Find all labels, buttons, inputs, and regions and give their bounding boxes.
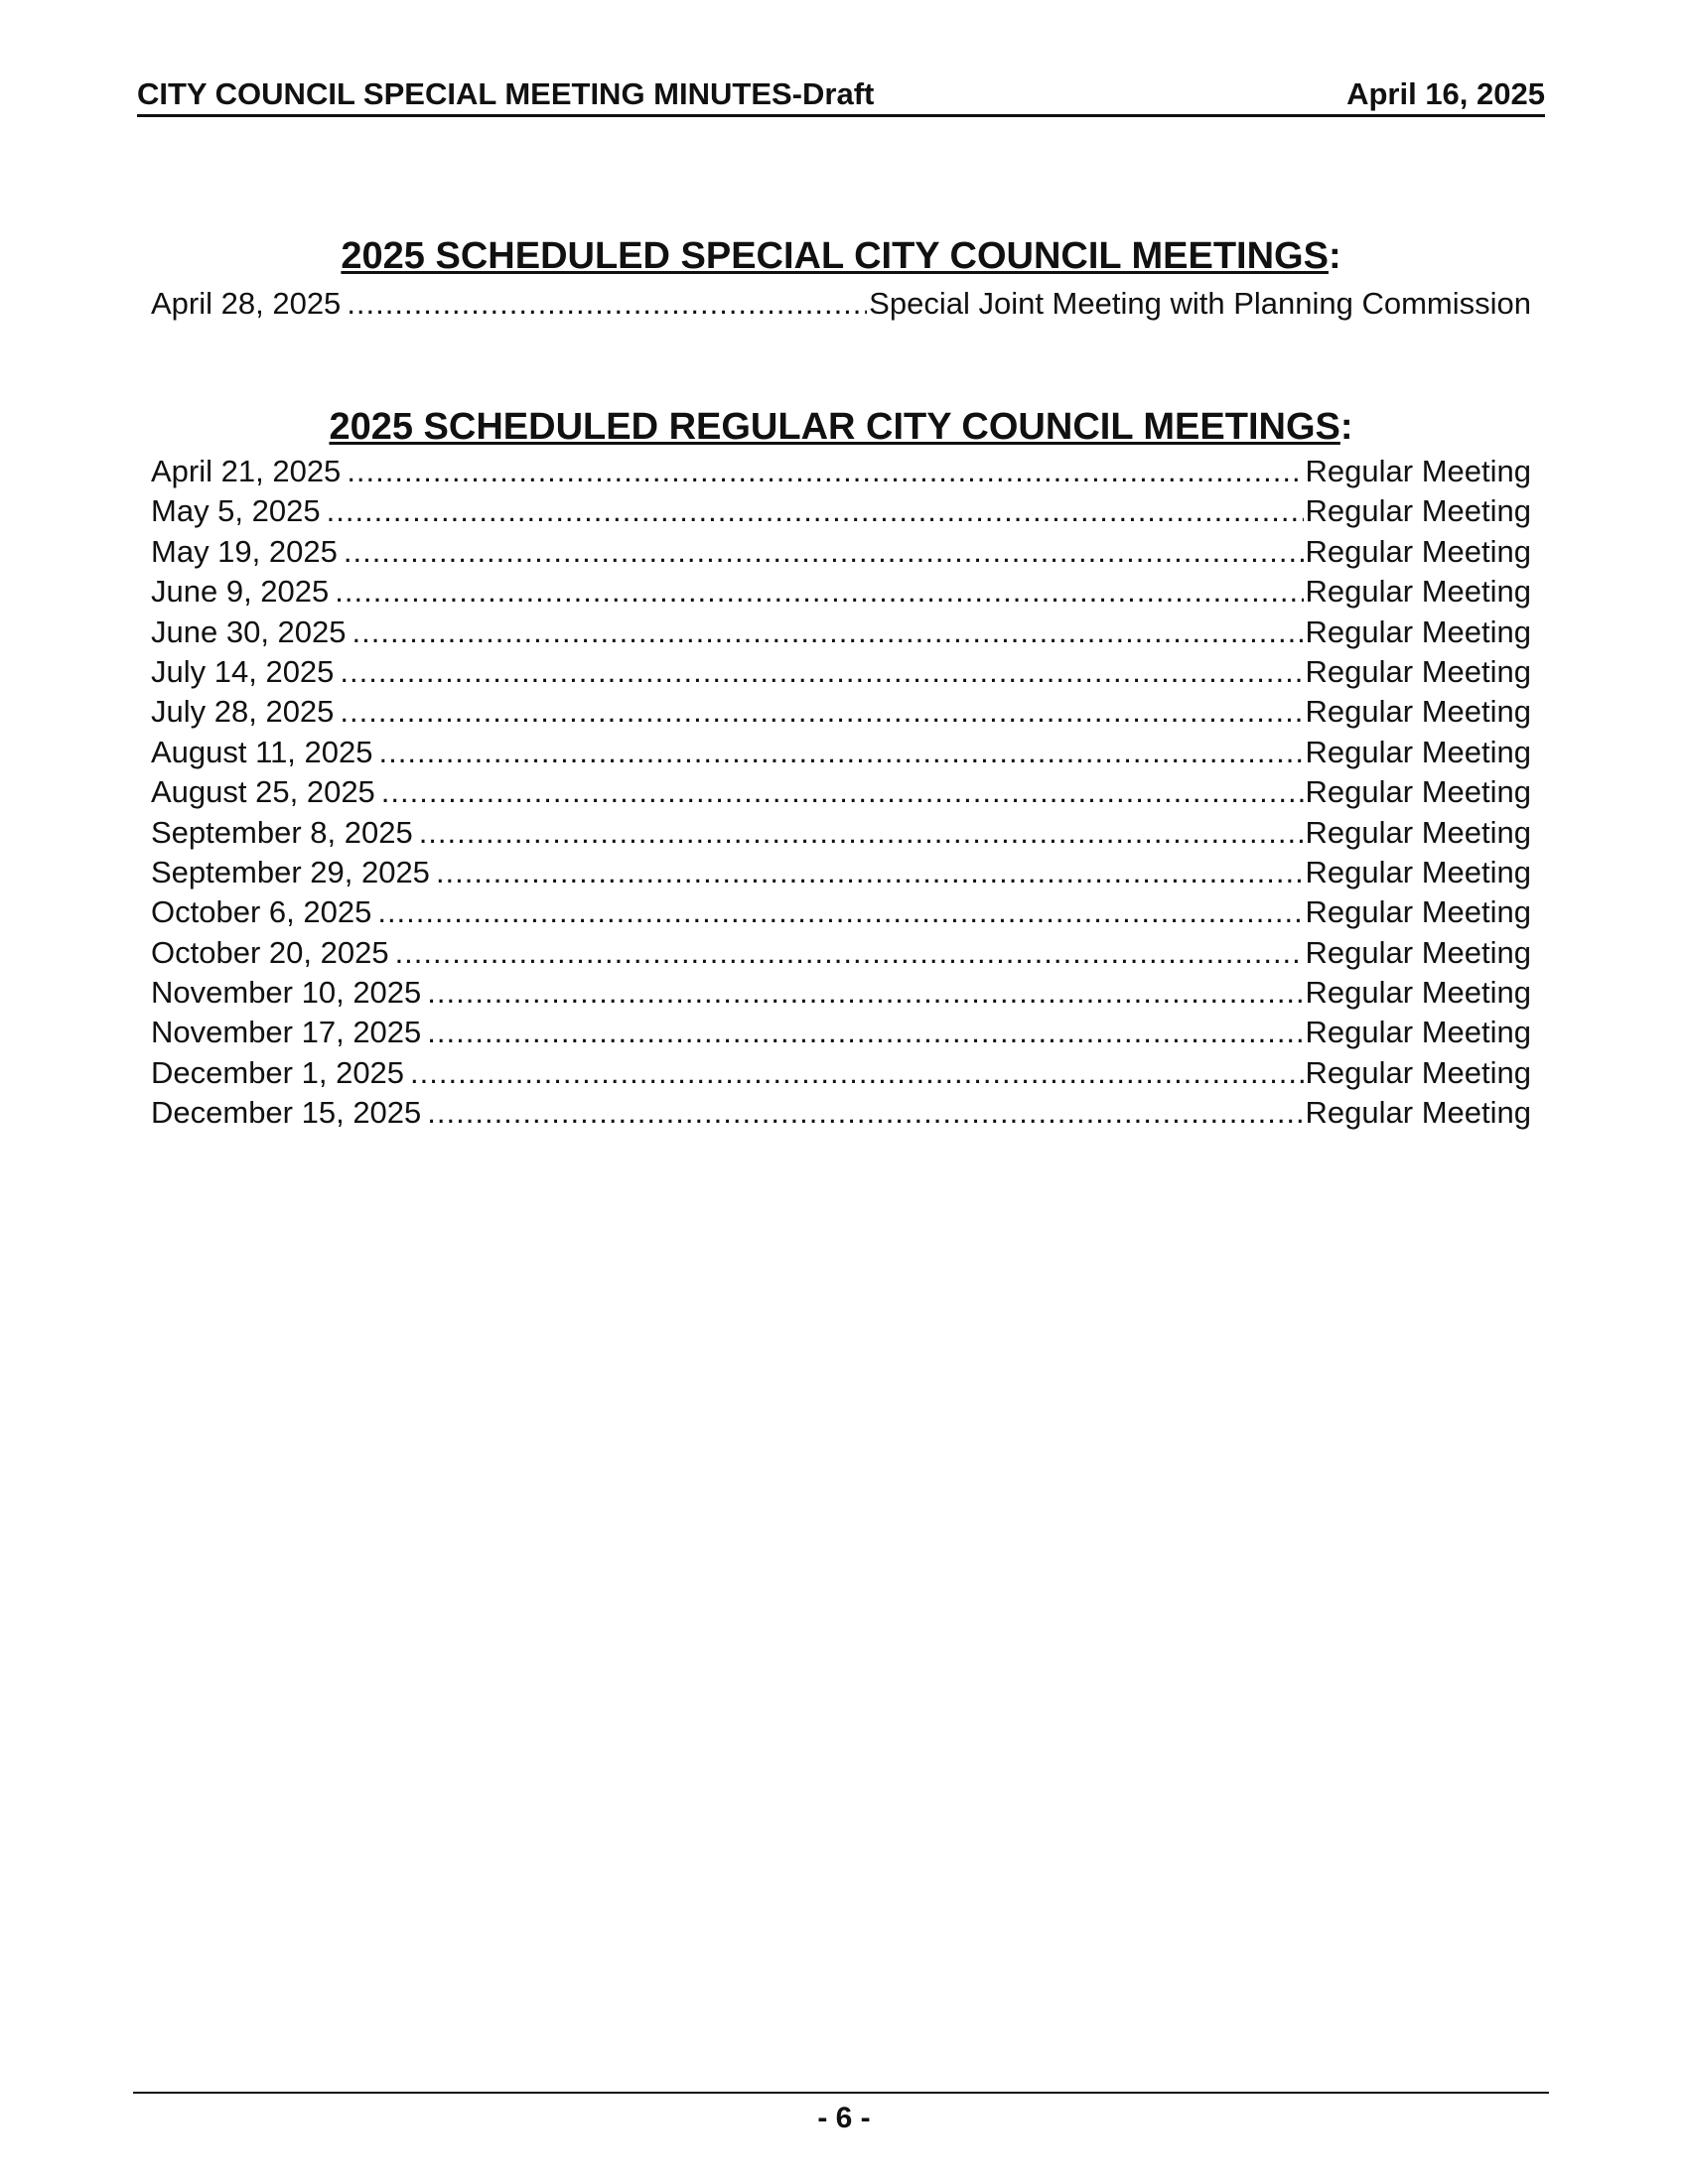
meeting-type: Special Joint Meeting with Planning Commission	[869, 286, 1531, 321]
list-item	[151, 532, 1531, 572]
meeting-type: Regular Meeting	[1305, 614, 1531, 649]
meeting-date: October 6, 2025	[151, 894, 372, 930]
regular-meetings-heading-colon: :	[1339, 406, 1353, 448]
dot-leader	[436, 853, 1304, 892]
meeting-type: Regular Meeting	[1305, 1054, 1531, 1090]
list-item	[151, 1053, 1531, 1093]
dot-leader	[381, 772, 1304, 812]
special-meetings-heading	[151, 234, 1531, 278]
list-item	[151, 452, 1531, 491]
list-item	[151, 772, 1531, 812]
list-item	[151, 892, 1531, 932]
meeting-date: May 5, 2025	[151, 493, 321, 529]
meeting-type: Regular Meeting	[1305, 1015, 1531, 1050]
dot-leader	[347, 284, 867, 324]
list-item	[151, 853, 1531, 892]
regular-meetings-heading-text: 2025 SCHEDULED REGULAR CITY COUNCIL MEETINGS	[329, 406, 1340, 448]
meeting-type: Regular Meeting	[1305, 653, 1531, 689]
meeting-date: December 15, 2025	[151, 1095, 422, 1131]
dot-leader	[335, 572, 1303, 612]
list-item	[151, 813, 1531, 853]
dot-leader	[427, 1093, 1303, 1133]
meeting-type: Regular Meeting	[1305, 894, 1531, 930]
regular-meetings-heading	[151, 405, 1531, 449]
dot-leader	[427, 973, 1303, 1013]
meeting-type: Regular Meeting	[1305, 734, 1531, 769]
meeting-type: Regular Meeting	[1305, 975, 1531, 1011]
dot-leader	[327, 491, 1304, 531]
regular-meetings-list	[151, 452, 1531, 1134]
special-meetings-heading-colon: :	[1328, 235, 1341, 277]
document-title: CITY COUNCIL SPECIAL MEETING MINUTES-Draft	[137, 76, 875, 111]
list-item	[151, 692, 1531, 732]
meeting-type: Regular Meeting	[1305, 934, 1531, 970]
dot-leader	[340, 692, 1303, 732]
dot-leader	[395, 933, 1304, 973]
meeting-date: April 21, 2025	[151, 454, 342, 488]
meeting-type: Regular Meeting	[1305, 694, 1531, 730]
meeting-date: May 19, 2025	[151, 533, 338, 569]
list-item	[151, 652, 1531, 692]
list-item	[151, 973, 1531, 1013]
dot-leader	[427, 1013, 1303, 1052]
dot-leader	[347, 452, 1303, 491]
meeting-type: Regular Meeting	[1305, 533, 1531, 569]
meeting-date: November 10, 2025	[151, 975, 422, 1011]
meeting-date: April 28, 2025	[151, 286, 342, 321]
list-item	[151, 733, 1531, 772]
meeting-type: Regular Meeting	[1305, 493, 1531, 529]
meeting-date: November 17, 2025	[151, 1015, 422, 1050]
header-date: April 16, 2025	[1346, 76, 1545, 111]
page-number: - 6 -	[817, 2102, 871, 2134]
special-meetings-heading-text: 2025 SCHEDULED SPECIAL CITY COUNCIL MEETINGS	[341, 235, 1329, 277]
meeting-date: June 9, 2025	[151, 574, 330, 610]
list-item	[151, 933, 1531, 973]
meeting-date: September 29, 2025	[151, 854, 430, 889]
special-meetings-list	[151, 284, 1531, 324]
dot-leader	[344, 532, 1304, 572]
footer-rule	[133, 2092, 1549, 2094]
meeting-type: Regular Meeting	[1305, 1095, 1531, 1131]
dot-leader	[340, 652, 1303, 692]
meeting-type: Regular Meeting	[1305, 854, 1531, 889]
meeting-date: June 30, 2025	[151, 614, 347, 649]
dot-leader	[379, 733, 1304, 772]
meeting-type: Regular Meeting	[1305, 454, 1531, 488]
page-header	[137, 77, 1545, 117]
list-item	[151, 1093, 1531, 1133]
meeting-date: August 25, 2025	[151, 774, 375, 810]
dot-leader	[352, 613, 1304, 652]
meeting-date: August 11, 2025	[151, 734, 373, 769]
meeting-type: Regular Meeting	[1305, 814, 1531, 850]
list-item	[151, 613, 1531, 652]
list-item	[151, 284, 1531, 324]
list-item	[151, 572, 1531, 612]
meeting-date: July 28, 2025	[151, 694, 335, 730]
meeting-date: July 14, 2025	[151, 653, 335, 689]
dot-leader	[410, 1053, 1303, 1093]
meeting-date: October 20, 2025	[151, 934, 389, 970]
dot-leader	[419, 813, 1304, 853]
dot-leader	[377, 892, 1303, 932]
meeting-type: Regular Meeting	[1305, 574, 1531, 610]
meeting-date: September 8, 2025	[151, 814, 413, 850]
meeting-date: December 1, 2025	[151, 1054, 405, 1090]
meeting-type: Regular Meeting	[1305, 774, 1531, 810]
list-item	[151, 491, 1531, 531]
list-item	[151, 1013, 1531, 1052]
